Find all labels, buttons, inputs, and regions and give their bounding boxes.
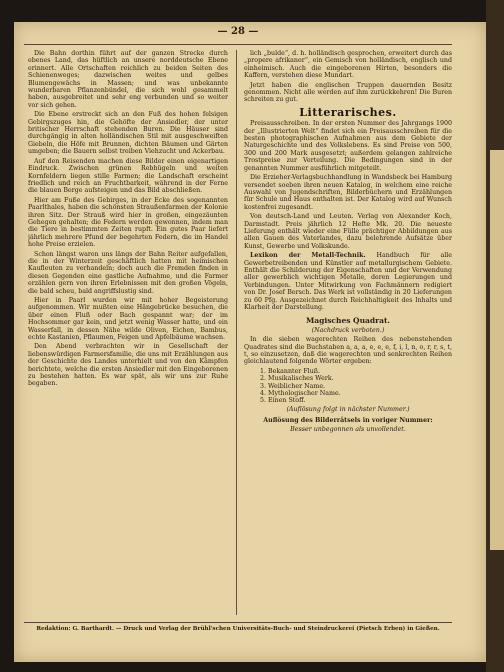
riddle-section (244, 317, 452, 433)
literature-paragraph: Preisausschreiben. In der ersten Nummer des Jahrgangs 1900 der „Illustrierten Welt“ findet sich ein Preisausschreiben für die besten photographischen Aufnahmen aus dem Gebiete der Naturgeschichte und des Volkslebens. Es sind Preise von 500, 300 und 200 Mark ausgesetzt; außerdem gelangen zahlreiche Trostpreise zur Verteilung. Die Bedingungen sind in der genannten Nummer ausführlich mitgeteilt. (244, 120, 452, 172)
adjacent-page-edge (486, 0, 504, 672)
riddle-item: 2. Musikalisches Werk. (260, 375, 334, 383)
book-description: Handbuch für alle Gewerbetreibenden und Künstler auf metallurgischem Gebiete. Enthält die Schilderung der Eigenschaften und der Verwendung aller gewerblich wichtigen Metalle, deren Legierungen und Verbindungen. Unter Mitwirkung von Fachmännern redigiert von Dr. Josef Bersch. Das Werk ist vollständig in 20 Lieferungen zu 60 Pfg. Ausgezeichnet durch Reichhaltigkeit des Inhalts und Klarheit der Darstellung. (244, 252, 452, 311)
riddle-item: 1. Bekannter Fluß. (260, 367, 320, 375)
article-paragraph: Die Ebene erstreckt sich an den Fuß des hohen felsigen Gebirgszuges hin, die Gehöfte der Ansiedler, der unter britischer Herrschaft stehenden Buren. Die Häuser sind durchgängig in alten holländischen Stil mit ausgeschweiften Giebeln, die Höfe mit Brunnen, dichten Bäumen und Gärten umgeben; die Bauern selbst treiben Viehzucht und Ackerbau. (28, 111, 228, 156)
riddle-subtitle: (Nachdruck verboten.) (311, 326, 385, 334)
article-paragraph: Die Bahn dorthin führt auf der ganzen Strecke durch ebenes Land, das hüftlich an unsere norddeutsche Ebene erinnert. Alle Ortschaften reichlich zu beiden Seiten des Schienenweges; dazwischen weites und gelbes Blumengewächs in Massen; und was unbekannte wunderbaren Pflanzenbündel, die sich wohl gesammelt haben, ausgebreitet und sehr eng verbunden und so weiter vor sich gehen. (28, 50, 228, 109)
right-column (244, 50, 452, 615)
page-header (24, 24, 452, 45)
riddle-intro: In die sieben wagerechten Reihen des nebenstehenden Quadrates sind die Buchstaben a, a, a, e, e, e, f, i, l, n, o, r, r, s, t, t, so einzusetzen, daß die wagerechten und senkrechten Reihen gleichlautend folgende Wörter ergeben: (244, 336, 452, 366)
article-paragraph: lich „bulde“, d. h. holländisch gesprochen, erweitert durch das „propere afrikaner“, ein Gemisch von holländisch, englisch und einheimisch. Auch die eingeborenen Hirten, besonders die Kaffern, verstehen diese Mundart. (244, 50, 452, 80)
imprint-footer: Redaktion: G. Barthardt. — Druck und Verlag der Brühl'schen Universitäts-Buch- und Steindruckerei (Pietsch Erben) in Gießen. (24, 622, 452, 632)
riddle-item: 3. Weiblicher Name. (260, 382, 326, 390)
article-paragraph: Jetzt haben die englischen Truppen dauernden Besitz genommen. Nicht alle werden auf ihm zurückkehren! Die Buren schreiten zu gut. (244, 81, 452, 104)
right-intro (244, 50, 452, 104)
section-title: Litterarisches. (299, 105, 397, 119)
article-paragraph: Hier am Fuße des Gebirges, in der Ecke des sogenannten Paarlthales, haben die schönsten Straußenfarmen der Kolonie ihren Sitz. Der Strauß wird hier in großen, eingezäunten Gehegen gehalten; die Federn werden gewonnen, indem man die Tiere in bestimmten Zeiten rupft. Ein gutes Paar liefert jährlich mehrere Pfund der begehrten Federn, die im Handel hohe Preise erzielen. (28, 196, 228, 249)
article-paragraph: Den Abend verbrachten wir in Gesellschaft der liebenswürdigen Farmersfamilie, die uns mit Erzählungen aus der Geschichte des Landes unterhielt und von den Kämpfen berichtete, welche die ersten Ansiedler mit den Eingeborenen zu bestehen hatten. Es war spät, als wir uns zur Ruhe begaben. (28, 343, 228, 388)
literature-paragraph: Die Erzieher-Verlagsbuchhandlung in Wandsbeck bei Hamburg versendet soeben ihren neuen Katalog, in welchem eine reiche Auswahl von Jugendschriften, Bilderbüchern und Erzählungen für Schule und Haus enthalten ist. Der Katalog wird auf Wunsch kostenfrei zugesandt. (244, 174, 452, 211)
riddle-title: Magisches Quadrat. (305, 316, 391, 326)
article-paragraph: Auf den Reisenden machen diese Bilder einen eigenartigen Eindruck. Zwischen grünen Rebhügeln und weiten Kornfeldern liegen stille Farmen; die Landschaft erscheint friedlich und reich an Fruchtbarkeit, während in der Ferne die blauen Berge aufsteigen und das Bild abschließen. (28, 157, 228, 195)
solution-text: Besser unbegonnen als unvollendet. (290, 425, 406, 433)
riddle-item: 4. Mythologischer Name. (260, 390, 341, 398)
page-number: — 28 — (217, 26, 259, 37)
riddle-items (260, 368, 452, 405)
literature-notices (244, 120, 452, 250)
riddle-item: 5. Einen Stoff. (260, 397, 306, 405)
article-paragraph: Hier in Paarl wurden wir mit hoher Begeisterung aufgenommen. Wir mußten eine Hängebrücke besuchen, die über einen Fluß oder Bach gespannt war; der im Hochsommer gar kein, und jetzt wenig Wasser hatte, und ein Wasserfall, in dessen Nähe wilde Oliven, Eichen, Bambus, echte Kastanien, Pflaumen, Feigen und Apfelbäume wachsen. (28, 297, 228, 342)
book-notice (244, 252, 452, 311)
left-column (28, 50, 228, 615)
literature-paragraph: Von deutsch-Land und Leuten. Verlag von Alexander Koch, Darmstadt. Preis jährlich 12 Hefte Mk. 20. Die neueste Lieferung enthält wieder eine Fülle prächtiger Abbildungen aus allen Gauen des Vaterlandes, dazu belehrende Aufsätze über Kunst, Gewerbe und Volkskunde. (244, 213, 452, 250)
adjacent-page (490, 150, 504, 550)
article-paragraph: Schon längst waren uns längs der Bahn Reiter aufgefallen, die in der Winterzeit geschäftlich hatten mit heimischen Kaufleuten zu verhandeln; doch auch die Fremden finden in diesen Gegenden eine gastliche Aufnahme, und die Farmer erzählen gern von ihren Erlebnissen mit den großen Vögeln, die bald scheu, bald angriffslustig sind. (28, 250, 228, 295)
column-divider (236, 50, 237, 615)
riddle-note: (Auflösung folgt in nächster Nummer.) (286, 405, 410, 413)
solution-heading: Auflösung des Bilderrätsels in voriger Nummer: (263, 417, 433, 425)
book-title: Lexikon der Metall-Technik. (250, 252, 366, 260)
